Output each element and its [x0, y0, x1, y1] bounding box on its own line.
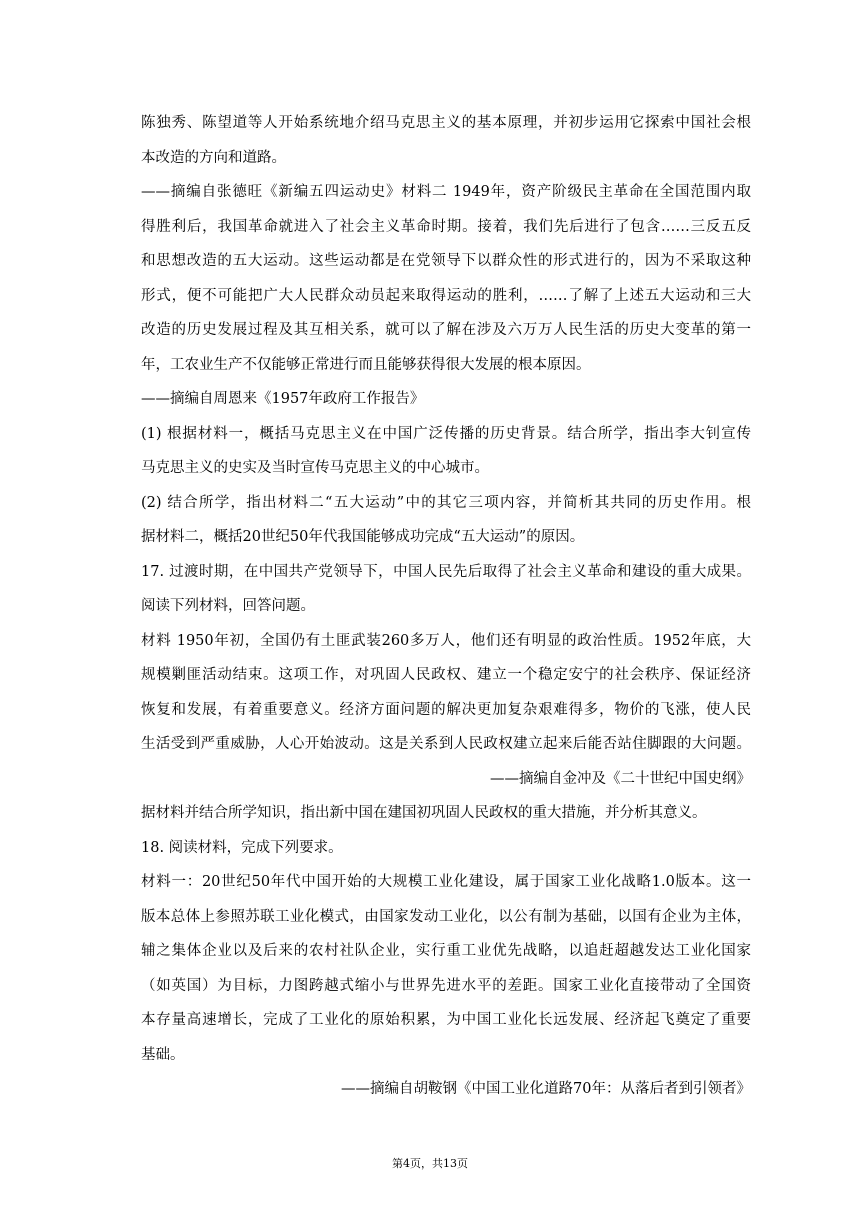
body-line: 据材料并结合所学知识，指出新中国在建国初巩固人民政权的重大措施，并分析其意义。 — [141, 805, 707, 821]
source-citation: ——摘编自周恩来《1957年政府工作报告》 — [141, 391, 425, 407]
body-line: （如英国）为目标，力图跨越式缩小与世界先进水平的差距。国家工业化直接带动了全国资 — [141, 977, 751, 994]
body-line: 据材料二，概括20世纪50年代我国能够成功完成“五大运动”的原因。 — [141, 529, 585, 545]
body-line: 辅之集体企业以及后来的农村社队企业，实行重工业优先战略，以追赶超越发达工业化国家 — [141, 943, 751, 959]
body-line: 马克思主义的史实及当时宣传马克思主义的中心城市。 — [141, 460, 489, 476]
page-number-footer: 第4页，共13页 — [392, 1157, 468, 1170]
body-line: 材料一：20世纪50年代中国开始的大规模工业化建设，属于国家工业化战略1.0版本。这一 — [141, 874, 751, 890]
body-line: 陈独秀、陈望道等人开始系统地介绍马克思主义的基本原理，并初步运用它探索中国社会根 — [141, 115, 751, 131]
question-1: (1) 根据材料一，概括马克思主义在中国广泛传播的历史背景。结合所学，指出李大钊宣传 — [141, 425, 751, 442]
body-line: 本改造的方向和道路。 — [141, 149, 286, 166]
body-line: 和思想改造的五大运动。这些运动都是在党领导下以群众性的形式进行的，因为不采取这种 — [141, 253, 751, 269]
body-line: 改造的历史发展过程及其互相关系，就可以了解在涉及六万万人民生活的历史大变革的第一 — [141, 322, 751, 338]
source-citation: ——摘编自胡鞍钢《中国工业化道路70年：从落后者到引领者》 — [341, 1081, 751, 1097]
body-line: 规模剿匪活动结束。这项工作，对巩固人民政权、建立一个稳定安宁的社会秩序、保证经济 — [141, 667, 751, 683]
question-18: 18. 阅读材料，完成下列要求。 — [141, 839, 343, 856]
body-line: 阅读下列材料，回答问题。 — [141, 598, 315, 614]
question-2: (2) 结合所学，指出材料二“五大运动”中的其它三项内容，并简析其共同的历史作用。根 — [141, 494, 751, 511]
body-line: 基础。 — [141, 1046, 185, 1063]
body-line: 恢复和发展，有着重要意义。经济方面问题的解决更加复杂艰难得多，物价的飞涨，使人民 — [141, 701, 751, 718]
body-line: 版本总体上参照苏联工业化模式，由国家发动工业化，以公有制为基础，以国有企业为主体， — [141, 908, 751, 925]
body-line: ——摘编自张德旺《新编五四运动史》材料二 1949年，资产阶级民主革命在全国范围内取 — [141, 184, 751, 200]
body-line: 得胜利后，我国革命就进入了社会主义革命时期。接着，我们先后进行了包含……三反五反 — [141, 218, 751, 235]
page-body — [141, 106, 751, 1107]
source-citation: ——摘编自金冲及《二十世纪中国史纲》 — [490, 770, 751, 787]
body-line: 年，工农业生产不仅能够正常进行而且能够获得很大发展的根本原因。 — [141, 356, 591, 373]
body-line: 本存量高速增长，完成了工业化的原始积累，为中国工业化长远发展、经济起飞奠定了重要 — [141, 1012, 751, 1028]
body-line: 材料 1950年初，全国仍有土匪武装260多万人，他们还有明显的政治性质。1952年底，大 — [141, 632, 751, 649]
body-line: 生活受到严重威胁，人心开始波动。这是关系到人民政权建立起来后能否站住脚跟的大问题。 — [141, 736, 751, 752]
body-line: 形式，便不可能把广大人民群众动员起来取得运动的胜利，……了解了上述五大运动和三大 — [141, 287, 751, 304]
question-17: 17. 过渡时期，在中国共产党领导下，中国人民先后取得了社会主义革命和建设的重大成果。 — [141, 563, 751, 580]
